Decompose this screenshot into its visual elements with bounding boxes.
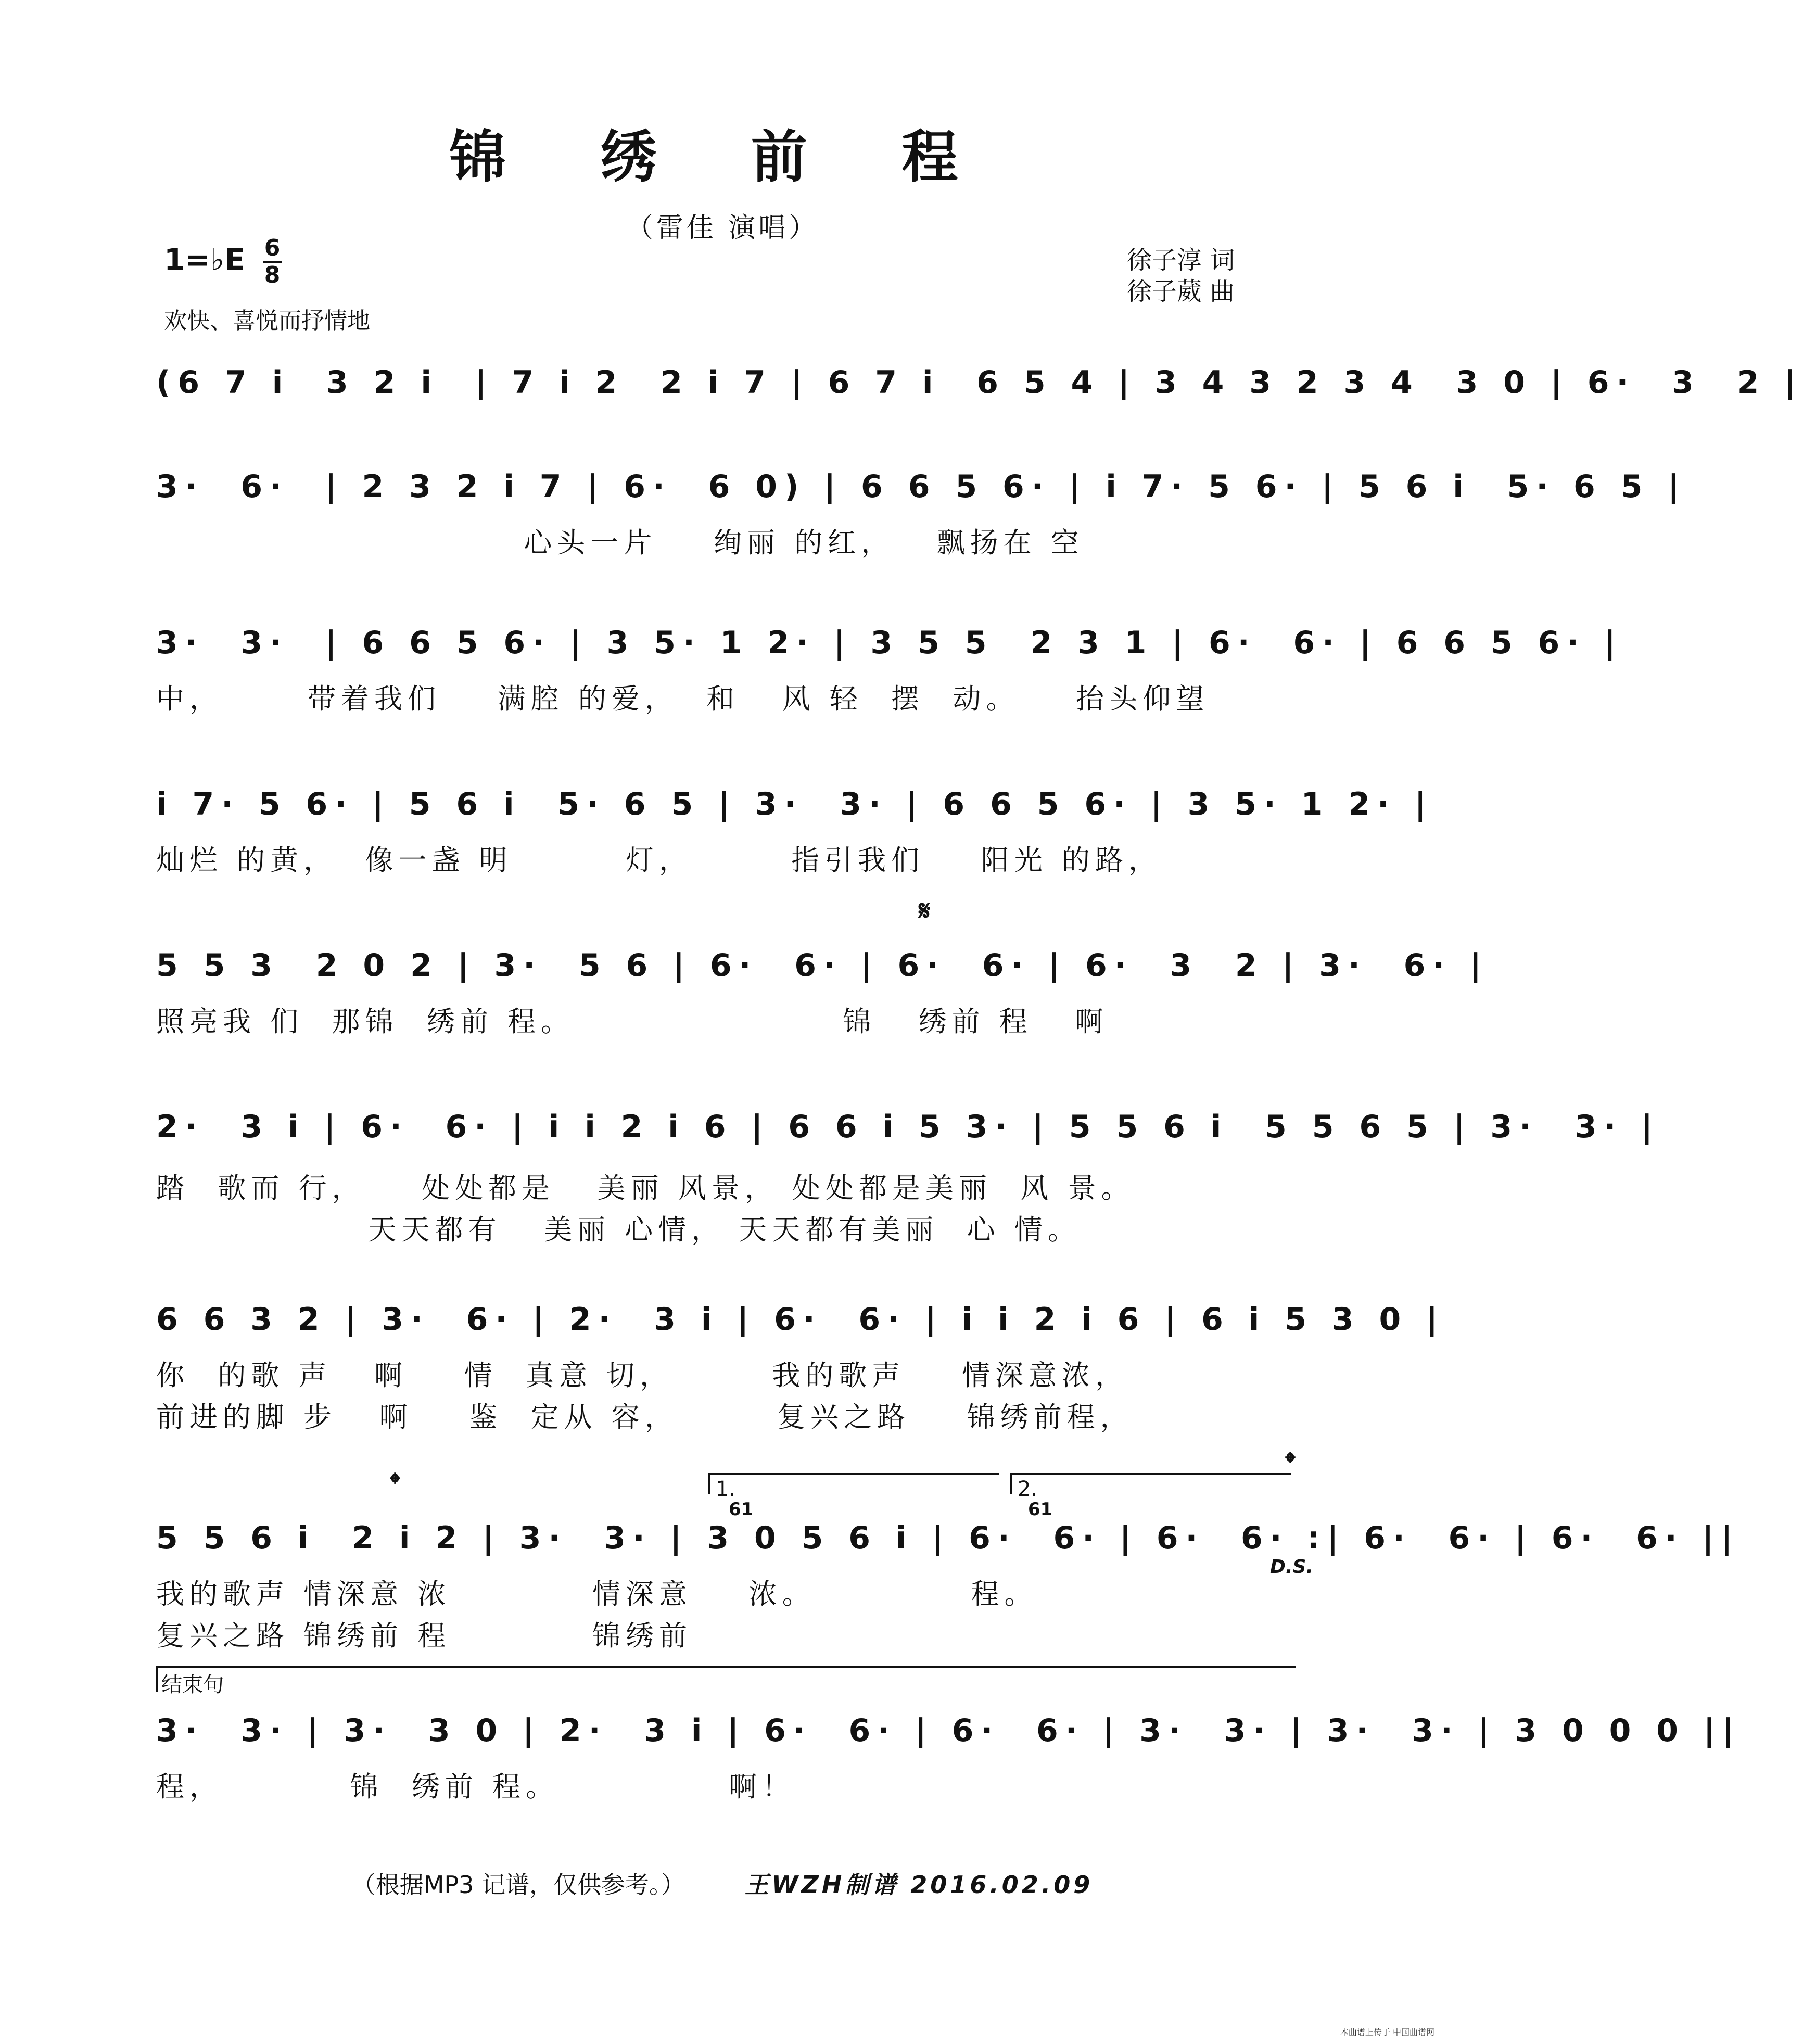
notes-line-7: 6 6 3 2 | 3· 6· | 2· 3 i | 6· 6· | i i 2 i 6 | 6 i 5 3 0 |: [156, 1301, 1445, 1338]
lyric-line-7b: 前进的脚 步 啊 鉴 定从 容， 复兴之路 锦绣前程，: [156, 1401, 1134, 1433]
lyricist: 徐子淳 词: [1127, 246, 1235, 275]
notes-line-8: 5 5 6 i 2 i 2 | 3· 3· | 3 0 5 6 i | 6· 6· | 6· 6· :| 6· 6· | 6· 6· ||: [156, 1520, 1740, 1556]
composer: 徐子葳 曲: [1127, 277, 1235, 306]
lyric-line-2a: 心头一片 绚丽 的红， 飘扬在 空: [156, 526, 1084, 559]
key-signature: 1=♭E: [164, 242, 245, 277]
coda-icon-1: 𝄌: [390, 1468, 400, 1499]
segno-icon: 𝄋: [919, 895, 931, 926]
footer: [0, 1866, 1445, 1900]
notes-line-3: 3· 3· | 6 6 5 6· | 3 5· 1 2· | 3 5 5 2 3 1 | 6· 6· | 6 6 5 6· |: [156, 625, 1623, 661]
volta-2-label: 2.: [1018, 1477, 1038, 1501]
volta-2-left: [1010, 1473, 1012, 1494]
song-title: 锦 绣 前 程: [449, 124, 996, 190]
ending-bracket-left: [156, 1666, 158, 1692]
ds-marking: D.S.: [1270, 1556, 1314, 1578]
notes-line-1: (6 7 i 3 2 i | 7 i 2 2 i 7 | 6 7 i 6 5 4 | 3 4 3 2 3 4 3 0 | 6· 3 2 |: [156, 364, 1803, 401]
notes-line-6: 2· 3 i | 6· 6· | i i 2 i 6 | 6 6 i 5 3· | 5 5 6 i 5 5 6 5 | 3· 3· |: [156, 1109, 1660, 1145]
lyric-line-3a: 中， 带着我们 满腔 的爱， 和 风 轻 摆 动。 抬头仰望: [156, 682, 1210, 715]
time-signature: [263, 237, 282, 287]
ending-bracket: [156, 1666, 1296, 1668]
transcriber-signature: 王WZH制谱 2016.02.09: [744, 1871, 1094, 1899]
performer-line: （雷佳 演唱）: [626, 212, 819, 244]
grace-note-2: 61: [1028, 1499, 1053, 1520]
lyric-line-4a: 灿烂 的黄， 像一盏 明 灯， 指引我们 阳光 的路，: [156, 844, 1162, 877]
grace-note-1: 61: [729, 1499, 754, 1520]
lyric-line-6a: 踏 歌而 行， 处处都是 美丽 风景， 处处都是美丽 风 景。: [156, 1172, 1135, 1204]
notes-line-2: 3· 6· | 2 3 2 i 7 | 6· 6 0) | 6 6 5 6· | i 7· 5 6· | 5 6 i 5· 6 5 |: [156, 468, 1687, 505]
watermark: 本曲谱上传于 中国曲谱网: [1340, 2027, 1434, 2037]
ending-label: 结束句: [161, 1673, 224, 1697]
time-top: 6: [264, 235, 281, 261]
volta-1-left: [708, 1473, 710, 1494]
volta-1-label: 1.: [716, 1477, 736, 1501]
coda-icon-2: 𝄌: [1286, 1447, 1295, 1478]
volta-1-bracket: [708, 1473, 999, 1475]
lyric-line-8b: 复兴之路 锦绣前 程 锦绣前: [156, 1619, 692, 1652]
lyric-line-7a: 你 的歌 声 啊 情 真意 切， 我的歌声 情深意浓，: [156, 1359, 1128, 1392]
lyric-line-8a: 我的歌声 情深意 浓 情深意 浓。 程。: [156, 1578, 1038, 1610]
credits: [1127, 245, 1235, 307]
notes-line-9: 3· 3· | 3· 3 0 | 2· 3 i | 6· 6· | 6· 6· | 3· 3· | 3· 3· | 3 0 0 0 ||: [156, 1712, 1741, 1749]
tempo-marking: 欢快、喜悦而抒情地: [164, 308, 370, 334]
footer-note: （根据MP3 记谱，仅供参考。）: [351, 1871, 685, 1899]
notes-line-5: 5 5 3 2 0 2 | 3· 5 6 | 6· 6· | 6· 6· | 6· 3 2 | 3· 6· |: [156, 947, 1489, 984]
volta-2-bracket: [1010, 1473, 1291, 1475]
lyric-line-9a: 程， 锦 绣前 程。 啊！: [156, 1770, 795, 1803]
lyric-line-6b: 天天都有 美丽 心情， 天天都有美丽 心 情。: [156, 1213, 1081, 1246]
notes-line-4: i 7· 5 6· | 5 6 i 5· 6 5 | 3· 3· | 6 6 5 6· | 3 5· 1 2· |: [156, 786, 1433, 822]
lyric-line-5a: 照亮我 们 那锦 绣前 程。 锦 绣前 程 啊: [156, 1005, 1109, 1038]
time-bottom: 8: [264, 262, 281, 288]
